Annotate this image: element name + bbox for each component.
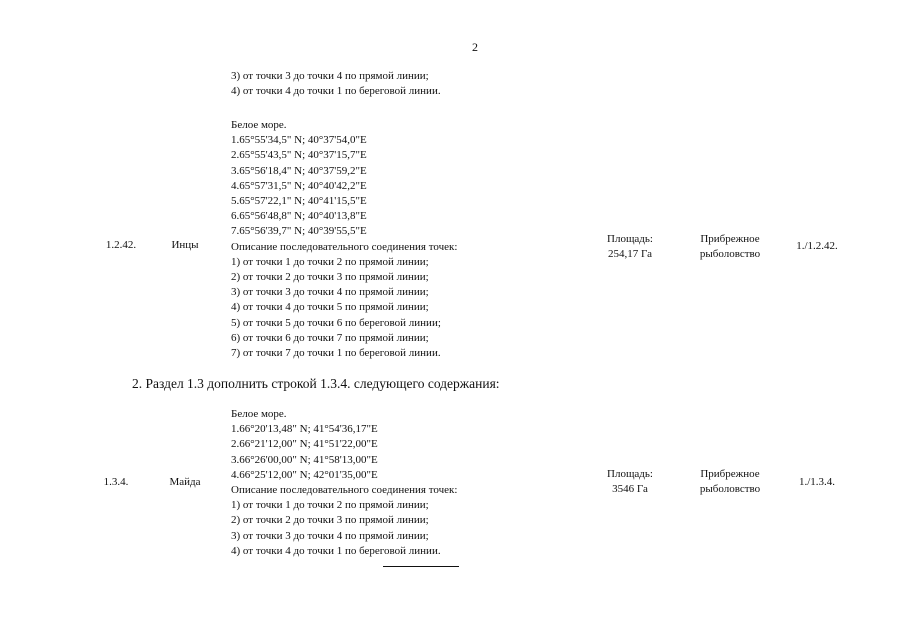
description-line: 5) от точки 5 до точки 6 по береговой линии;: [231, 316, 441, 329]
description-line: 4.66°25'12,00" N; 42°01'35,00"E: [231, 468, 378, 481]
usage-type-cell: [684, 232, 776, 262]
area-cell: [594, 467, 666, 497]
row-number: 1.2.42.: [105, 239, 137, 251]
usage-type-line: Прибрежное: [700, 233, 760, 245]
page-number: 2: [472, 40, 478, 54]
site-name: Инцы: [171, 239, 199, 251]
description-line: Описание последовательного соединения точек:: [231, 484, 458, 497]
description-line: 7.65°56'39,7" N; 40°39'55,5"E: [231, 225, 367, 238]
usage-type-line: Прибрежное: [700, 468, 760, 480]
description-line: 1) от точки 1 до точки 2 по прямой линии;: [231, 499, 429, 512]
description-line: 4) от точки 4 до точки 1 по береговой линии.: [231, 85, 441, 98]
description-line: 4) от точки 4 до точки 1 по береговой линии.: [231, 544, 441, 557]
row-number: 1.3.4.: [103, 476, 129, 488]
closing-rule: [383, 566, 459, 567]
site-description: [231, 118, 457, 361]
description-line: 2.66°21'12,00" N; 41°51'22,00"E: [231, 438, 378, 451]
description-line: 3) от точки 3 до точки 4 по прямой линии;: [231, 70, 429, 82]
description-line: 7) от точки 7 до точки 1 по береговой линии.: [231, 347, 441, 360]
site-description: [231, 407, 457, 559]
description-line: 2) от точки 2 до точки 3 по прямой линии;: [231, 271, 429, 284]
description-line: 2) от точки 2 до точки 3 по прямой линии;: [231, 514, 429, 527]
area-value: 3546 Га: [612, 483, 648, 495]
description-line: 3) от точки 3 до точки 4 по прямой линии;: [231, 529, 429, 542]
usage-type-cell: [684, 467, 776, 497]
description-line: 1.66°20'13,48" N; 41°54'36,17"E: [231, 423, 378, 436]
description-line: Белое море.: [231, 408, 287, 420]
registry-code: 1./1.2.42.: [796, 240, 838, 252]
registry-code: 1./1.3.4.: [798, 476, 836, 488]
description-line: 2.65°55'43,5" N; 40°37'15,7"E: [231, 149, 367, 162]
description-line: 1.65°55'34,5" N; 40°37'54,0"E: [231, 134, 367, 147]
description-line: 6.65°56'48,8" N; 40°40'13,8"E: [231, 210, 367, 223]
description-line: Описание последовательного соединения точек:: [231, 240, 458, 253]
usage-type-line: рыболовство: [699, 483, 761, 495]
area-value: 254,17 Га: [608, 248, 652, 260]
description-line: Белое море.: [231, 119, 287, 131]
description-line: 4.65°57'31,5" N; 40°40'42,2"E: [231, 179, 367, 192]
site-name: Майда: [169, 476, 201, 488]
area-label: Площадь:: [607, 233, 653, 245]
description-line: 1) от точки 1 до точки 2 по прямой линии;: [231, 255, 429, 268]
description-line: 3.65°56'18,4" N; 40°37'59,2"E: [231, 164, 367, 177]
area-cell: [594, 232, 666, 262]
section-heading: 2. Раздел 1.3 дополнить строкой 1.3.4. следующего содержания:: [132, 376, 500, 391]
description-line: 5.65°57'22,1" N; 40°41'15,5"E: [231, 195, 367, 208]
description-line: 3) от точки 3 до точки 4 по прямой линии;: [231, 286, 429, 299]
description-line: 4) от точки 4 до точки 5 по прямой линии;: [231, 301, 429, 314]
usage-type-line: рыболовство: [699, 248, 761, 260]
continued-description: [231, 69, 441, 99]
description-line: 3.66°26'00,00" N; 41°58'13,00"E: [231, 453, 378, 466]
description-line: 6) от точки 6 до точки 7 по прямой линии;: [231, 331, 429, 344]
area-label: Площадь:: [607, 468, 653, 480]
